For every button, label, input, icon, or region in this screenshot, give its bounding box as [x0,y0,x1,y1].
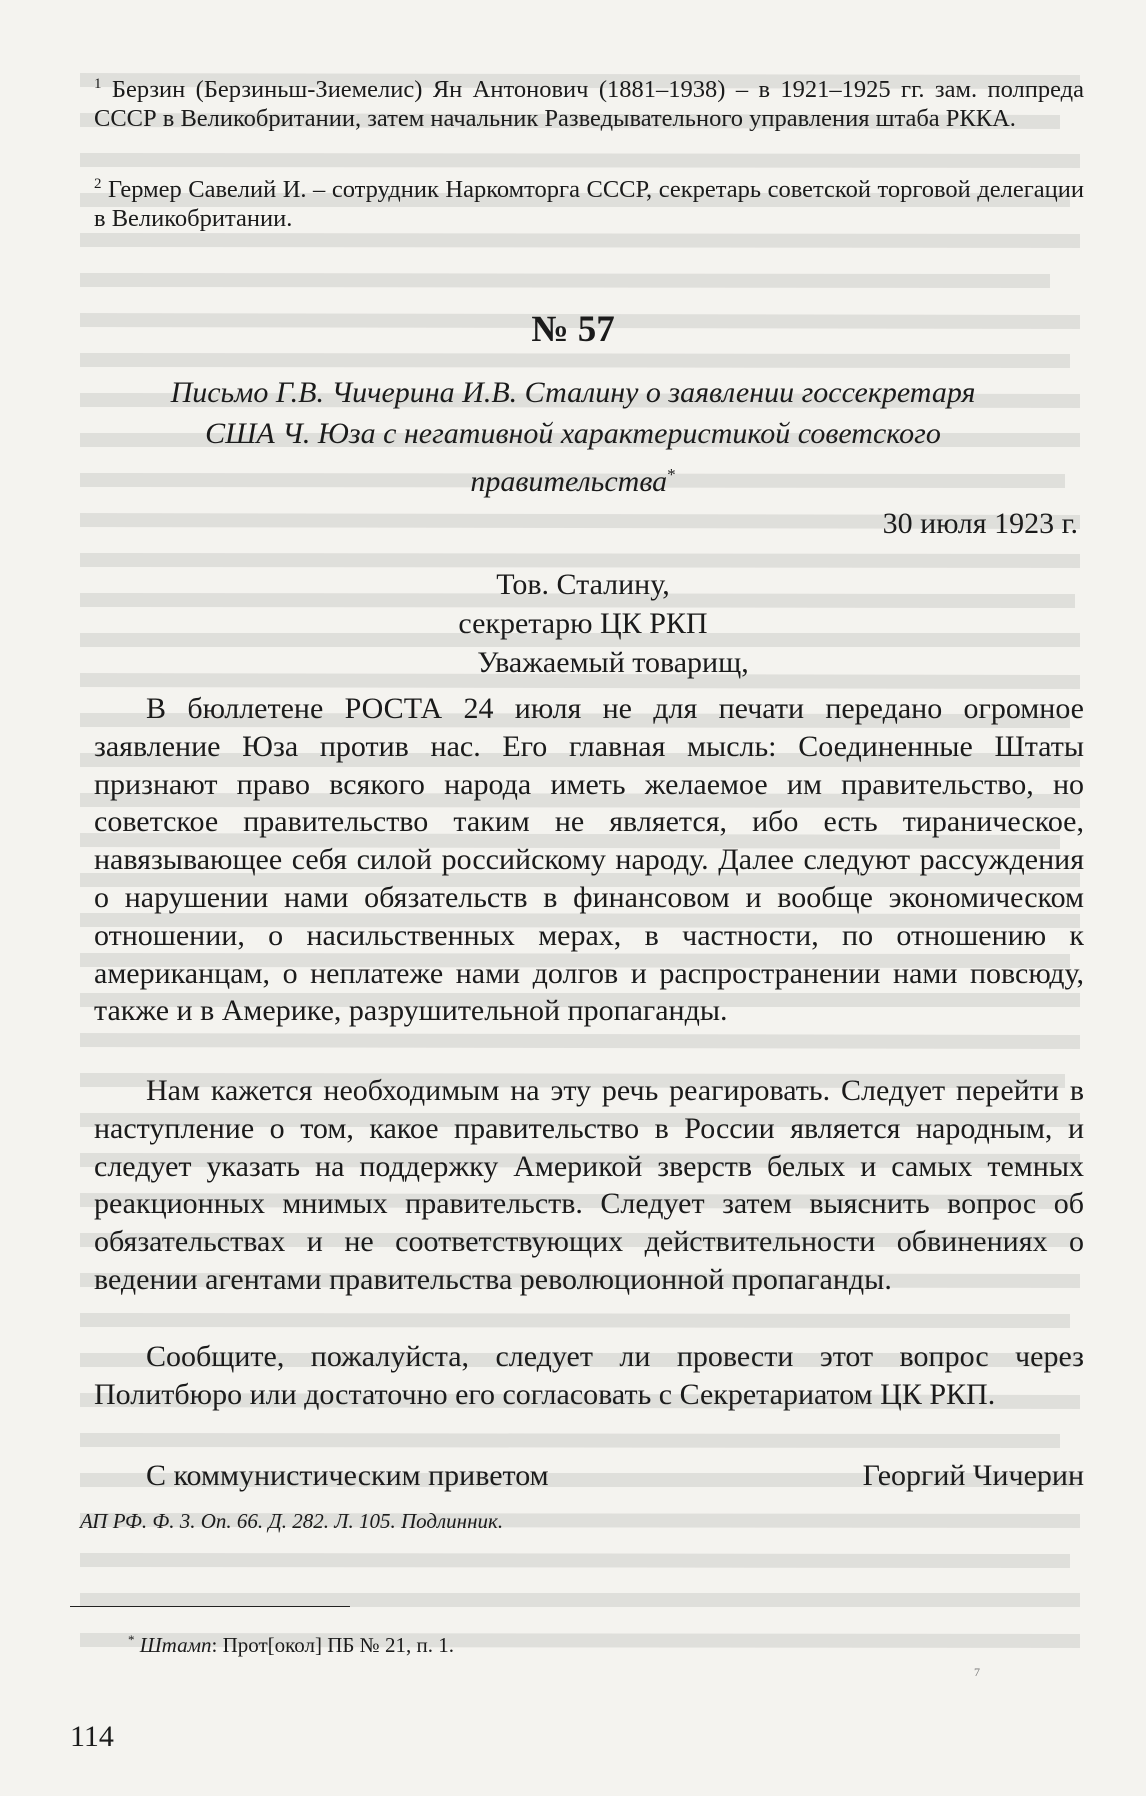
document-date: 30 июля 1923 г. [882,507,1078,540]
stamp-footnote-marker: * [128,1632,135,1647]
closing-phrase: С коммунистическим приветом [146,1459,549,1492]
footnote-2-number: 2 [94,176,102,192]
document-title-text: Письмо Г.В. Чичерина И.В. Сталину о заявлении госсекретаря США Ч. Юза с негативной характеристикой советского правительства [170,376,976,498]
paragraph-1: В бюллетене РОСТА 24 июля не для печати передано огромное заявление Юза против нас. Его главная мысль: Соединенные Штаты признают право всякого народа иметь желаемое им правительство, но советское правительство таким не является, ибо есть тираническое, навязывающее себя силой российскому народу. Далее следуют рассуждения о нарушении нами обязательств в финансовом и вообще экономическом отношении, о насильственных мерах, в частности, по отношению к американцам, о неплатеже нами долгов и распространении нами повсюду, также и в Америке, разрушительной пропаганды. [94,692,1084,1028]
archive-reference: АП РФ. Ф. 3. Оп. 66. Д. 282. Л. 105. Подлинник. [80,1509,504,1533]
small-mark: 7 [974,1665,980,1679]
footnote-divider [70,1606,350,1607]
signature: Георгий Чичерин [862,1459,1084,1492]
sign-off [146,1459,1084,1493]
footnote-1-text: Берзин (Берзиньш-Зиемелис) Ян Антонович (1881–1938) – в 1921–1925 гг. зам. полпреда СССР в Великобритании, затем начальник Разведывательного управления штаба РККА. [94,76,1084,133]
stamp-label: Штамп [139,1633,212,1657]
document-number: № 57 [531,309,615,350]
page-number: 114 [70,1720,114,1753]
paragraph-2: Нам кажется необходимым на эту речь реагировать. Следует перейти в наступление о том, какое правительство в России является народным, и следует указать на поддержку Америкой зверств белых и самых темных реакционных мнимых правительств. Следует затем выяснить вопрос об обязательствах и не соответствующих действительности обвинениях о ведении агентами правительства революционной пропаганды. [94,1074,1084,1296]
document-title [150,372,996,502]
stamp-footnote [128,1632,454,1658]
stamp-text: : Прот[окол] ПБ № 21, п. 1. [211,1633,454,1657]
paragraph-3: Сообщите, пожалуйста, следует ли провести этот вопрос через Политбюро или достаточно его согласовать с Секретариатом ЦК РКП. [94,1340,1084,1411]
salutation: Уважаемый товарищ, [477,646,749,679]
addressee-line-1: Тов. Сталину, [496,568,670,601]
footnote-2 [94,170,1084,233]
footnote-1 [94,70,1084,133]
footnote-2-text: Гермер Савелий И. – сотрудник Наркомторга СССР, секретарь советской торговой делегации в Великобритании. [94,176,1085,233]
footnote-1-number: 1 [94,76,102,92]
addressee-line-2: секретарю ЦК РКП [458,607,708,640]
title-footnote-marker: * [667,465,676,484]
